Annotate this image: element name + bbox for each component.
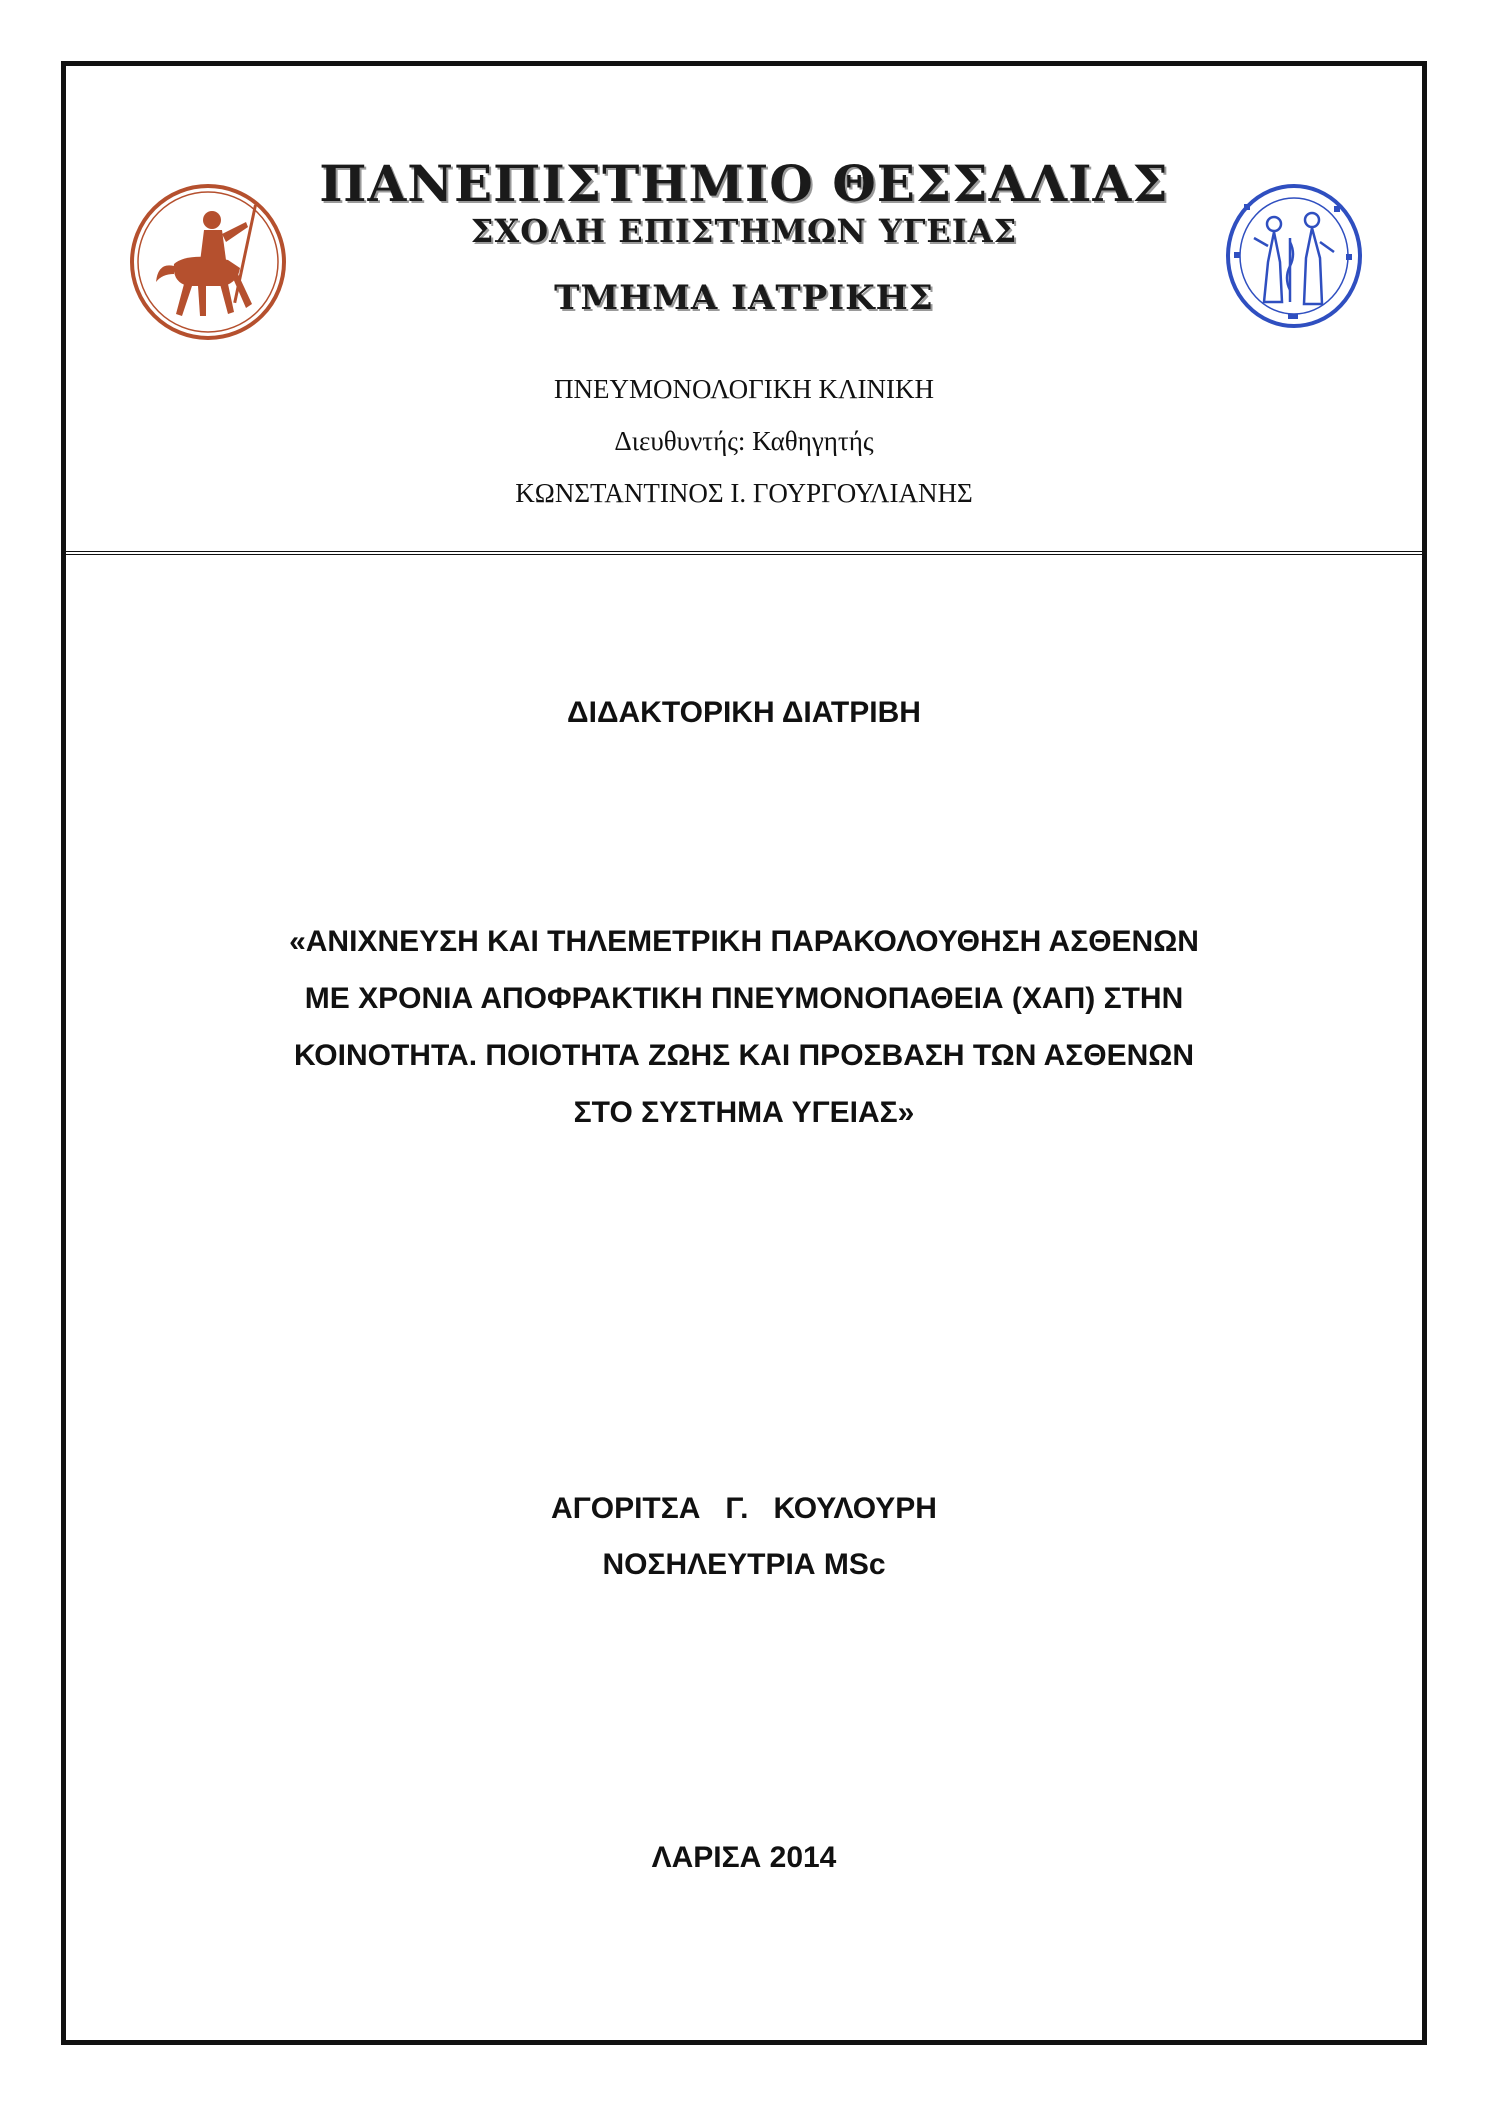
hygeia-asclepius-seal-icon	[1224, 182, 1364, 330]
thesis-title	[66, 913, 1422, 1141]
document-type: ΔΙΔΑΚΤΟΡΙΚΗ ΔΙΑΤΡΙΒΗ	[567, 696, 921, 729]
thesis-title-line: ΜΕ ΧΡΟΝΙΑ ΑΠΟΦΡΑΚΤΙΚΗ ΠΝΕΥΜΟΝΟΠΑΘΕΙΑ (ΧΑΠ) ΣΤΗΝ	[304, 982, 1184, 1015]
professor-name: ΚΩΝΣΤΑΝΤΙΝΟΣ Ι. ΓΟΥΡΓΟΥΛΙΑΝΗΣ	[515, 478, 973, 508]
school-name: ΣΧΟΛΗ ΕΠΙΣΤΗΜΩΝ ΥΓΕΙΑΣ	[470, 212, 1018, 250]
university-name: ΠΑΝΕΠΙΣΤΗΜΙΟ ΘΕΣΣΑΛΙΑΣ	[319, 154, 1169, 213]
author-name: ΑΓΟΡΙΤΣΑ Γ. ΚΟΥΛΟΥΡΗ	[551, 1492, 937, 1525]
clinic-name: ΠΝΕΥΜΟΝΟΛΟΓΙΚΗ ΚΛΙΝΙΚΗ	[553, 374, 935, 404]
thesis-title-line: «ΑΝΙΧΝΕΥΣΗ ΚΑΙ ΤΗΛΕΜΕΤΡΙΚΗ ΠΑΡΑΚΟΛΟΥΘΗΣΗ ΑΣΘΕΝΩΝ	[289, 925, 1199, 958]
page-border-frame	[61, 61, 1427, 2045]
thesis-title-line: ΚΟΙΝΟΤΗΤΑ. ΠΟΙΟΤΗΤΑ ΖΩΗΣ ΚΑΙ ΠΡΟΣΒΑΣΗ ΤΩΝ ΑΣΘΕΝΩΝ	[294, 1039, 1194, 1072]
department-name: ΤΜΗΜΑ ΙΑΤΡΙΚΗΣ	[554, 278, 934, 318]
director-label: Διευθυντής: Καθηγητής	[614, 426, 874, 456]
thesis-title-line: ΣΤΟ ΣΥΣΤΗΜΑ ΥΓΕΙΑΣ»	[573, 1096, 915, 1129]
place-year: ΛΑΡΙΣΑ 2014	[651, 1841, 837, 1874]
header-section	[66, 66, 1422, 555]
author-role: ΝΟΣΗΛΕΥΤΡΙΑ MSc	[602, 1548, 886, 1581]
